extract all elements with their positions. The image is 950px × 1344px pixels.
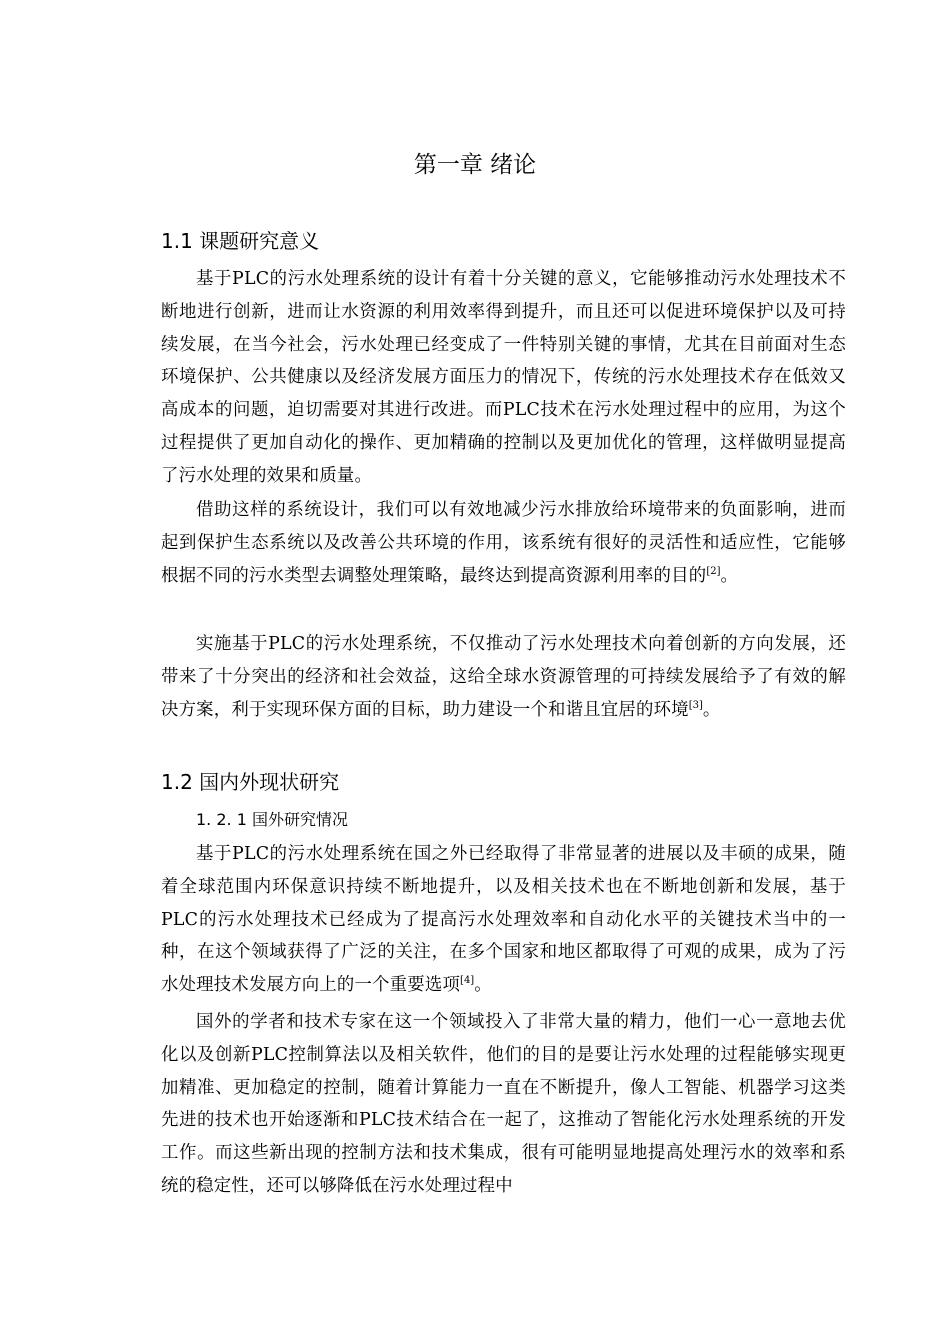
- paragraph-text: 实施基于PLC的污水处理系统，不仅推动了污水处理技术向着创新的方向发展，还带来了十分突出的经济和社会效益，这给全球水资源管理的可持续发展给予了有效的解决方案，利于实现环保方面的目标，助力建设一个和谐且宜居的环境: [161, 634, 846, 720]
- paragraph-tail: 。: [702, 699, 721, 720]
- citation-marker: [4]: [460, 975, 475, 987]
- paragraph: [161, 263, 846, 493]
- paragraph-tail: 。: [720, 565, 739, 586]
- paragraph: [161, 494, 846, 592]
- paragraph-text: 国外的学者和技术专家在这一个领域投入了非常大量的精力，他们一心一意地去优化以及创新PLC控制算法以及相关软件，他们的目的是要让污水处理的过程能够实现更加精准、更加稳定的控制，随着计算能力一直在不断提升，像人工智能、机器学习这类先进的技术也开始逐渐和PLC技术结合在一起了，这推动了智能化污水处理系统的开发工作。而这些新出现的控制方法和技术集成，很有可能明显地提高处理污水的效率和系统的稳定性，还可以够降低在污水处理过程中: [161, 1012, 846, 1196]
- paragraph-text: 借助这样的系统设计，我们可以有效地减少污水排放给环境带来的负面影响，进而起到保护生态系统以及改善公共环境的作用，该系统有很好的灵活性和适应性，它能够根据不同的污水类型去调整处理策略，最终达到提高资源利用率的目的: [161, 500, 846, 586]
- section-heading-1-2: 1.2 国内外现状研究: [161, 770, 340, 794]
- citation-marker: [2]: [706, 565, 721, 577]
- paragraph-text: 基于PLC的污水处理系统的设计有着十分关键的意义，它能够推动污水处理技术不断地进行创新，进而让水资源的利用效率得到提升，而且还可以促进环境保护以及可持续发展，在当今社会，污水处理已经变成了一件特别关键的事情，尤其在目前面对生态环境保护、公共健康以及经济发展方面压力的情况下，传统的污水处理技术存在低效又高成本的问题，迫切需要对其进行改进。而PLC技术在污水处理过程中的应用，为这个过程提供了更加自动化的操作、更加精确的控制以及更加优化的管理，这样做明显提高了污水处理的效果和质量。: [161, 269, 846, 486]
- paragraph: [161, 1006, 846, 1203]
- citation-marker: [3]: [688, 699, 703, 711]
- paragraph-tail: 。: [474, 975, 492, 996]
- section-heading-1-1: 1.1 课题研究意义: [161, 229, 320, 253]
- paragraph-text: 基于PLC的污水处理系统在国之外已经取得了非常显著的进展以及丰硕的成果，随着全球范围内环保意识持续不断地提升，以及相关技术也在不断地创新和发展，基于PLC的污水处理技术已经成为了提高污水处理效率和自动化水平的关键技术当中的一种，在这个领域获得了广泛的关注，在多个国家和地区都取得了可观的成果，成为了污水处理技术发展方向上的一个重要选项: [161, 844, 846, 996]
- paragraph: [161, 838, 846, 1002]
- paragraph: [161, 628, 846, 726]
- subsection-heading-1-2-1: 1. 2. 1 国外研究情况: [196, 810, 348, 829]
- chapter-title: 第一章 绪论: [413, 152, 537, 178]
